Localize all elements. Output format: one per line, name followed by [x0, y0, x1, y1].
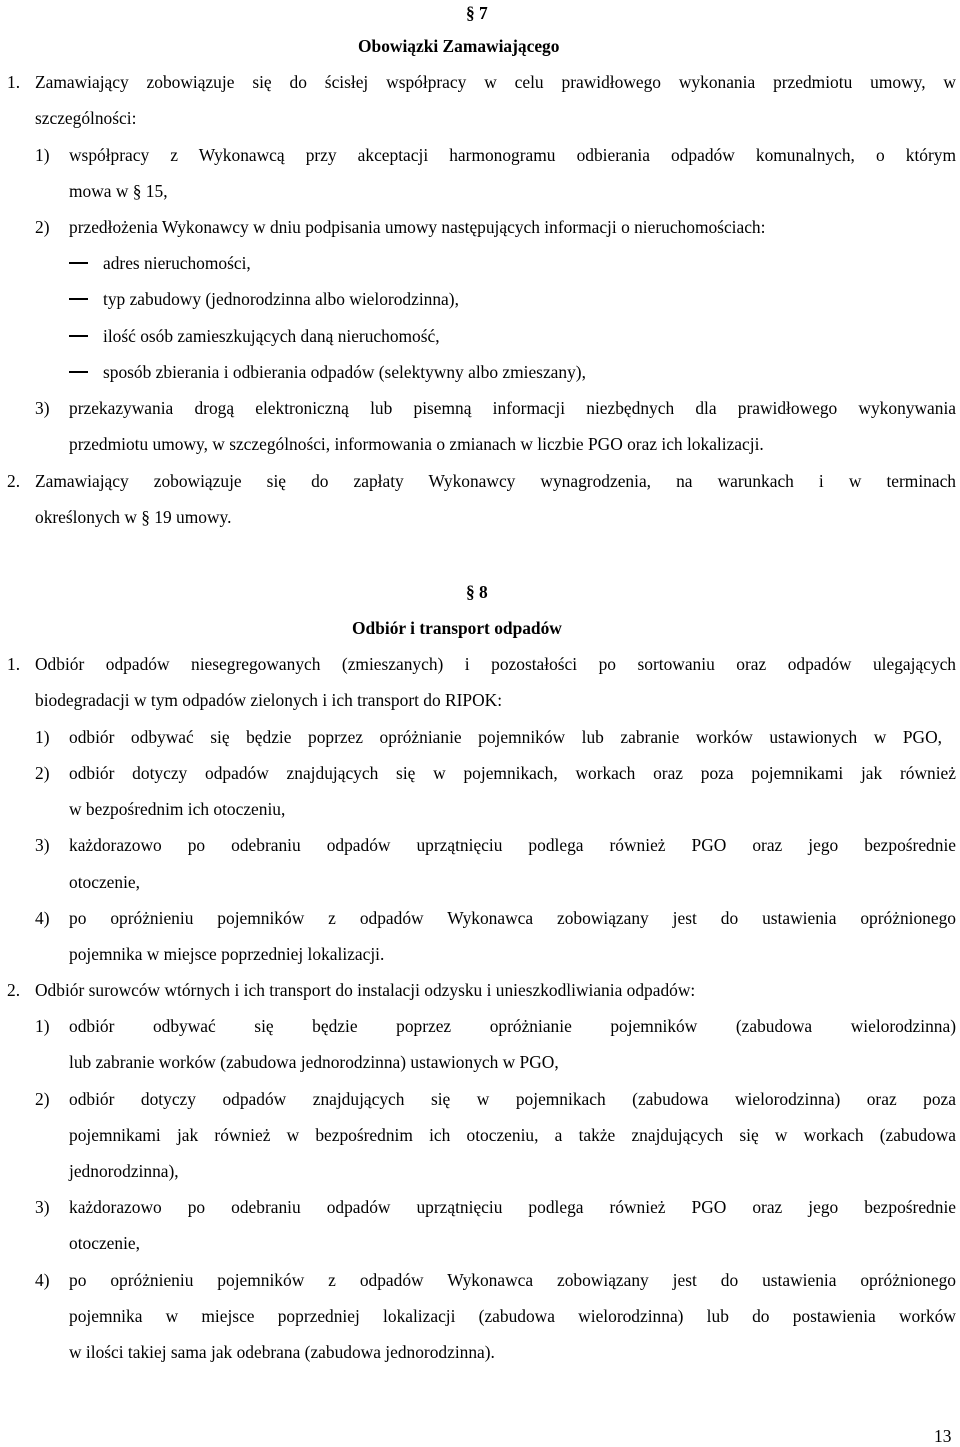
s8-a4-number: 4) — [35, 908, 50, 928]
s8-para1-line1: Odbiór odpadów niesegregowanych (zmieszanych) i pozostałości po sortowaniu oraz odpadów ulegających — [35, 654, 956, 674]
section-8-mark: § 8 — [466, 582, 488, 602]
s7-para1-line1: Zamawiający zobowiązuje się do ścisłej współpracy w celu prawidłowego wykonania przedmiotu umowy, w — [35, 72, 956, 92]
s8-a3-line2: otoczenie, — [69, 872, 140, 892]
section-8-title: Odbiór i transport odpadów — [352, 618, 562, 638]
s8-a3-line1: każdorazowo po odebraniu odpadów uprzątnięciu podlega również PGO oraz jego bezpośrednie — [69, 835, 956, 855]
s8-b4-line2: pojemnika w miejsce poprzedniej lokalizacji (zabudowa wielorodzinna) lub do postawienia worków — [69, 1306, 956, 1326]
s7-item3-number: 3) — [35, 398, 50, 418]
s8-b4-line1: po opróżnieniu pojemników z odpadów Wykonawca zobowiązany jest do ustawienia opróżnionego — [69, 1270, 956, 1290]
s7-item3-line1: przekazywania drogą elektroniczną lub pisemną informacji niezbędnych dla prawidłowego wykonywania — [69, 398, 956, 418]
s8-a2-line2: w bezpośrednim ich otoczeniu, — [69, 799, 286, 819]
s7-item1-line1: współpracy z Wykonawcą przy akceptacji harmonogramu odbierania odpadów komunalnych, o którym — [69, 145, 956, 165]
s8-a4-line2: pojemnika w miejsce poprzedniej lokalizacji. — [69, 944, 385, 964]
s7-bullet-1: adres nieruchomości, — [103, 253, 251, 273]
s8-b1-line2: lub zabranie worków (zabudowa jednorodzinna) ustawionych w PGO, — [69, 1052, 559, 1072]
s8-b2-line2: pojemnikami jak również w bezpośrednim ich otoczeniu, a także znajdujących się w workach (zabudowa — [69, 1125, 956, 1145]
bullet-dash-3 — [69, 335, 88, 337]
s7-para2-line1: Zamawiający zobowiązuje się do zapłaty Wykonawcy wynagrodzenia, na warunkach i w terminach — [35, 471, 956, 491]
s8-para2-line1: Odbiór surowców wtórnych i ich transport do instalacji odzysku i unieszkodliwiania odpadów: — [35, 980, 696, 1000]
s8-a1-number: 1) — [35, 727, 50, 747]
s8-b4-number: 4) — [35, 1270, 50, 1290]
s7-item2-number: 2) — [35, 217, 50, 237]
s8-b3-line2: otoczenie, — [69, 1233, 140, 1253]
s8-a1-line1: odbiór odbywać się będzie poprzez opróżnianie pojemników lub zabranie worków ustawionych w PGO, — [69, 727, 942, 747]
s7-para1-line2: szczególności: — [35, 108, 137, 128]
s8-b1-line1: odbiór odbywać się będzie poprzez opróżnianie pojemników (zabudowa wielorodzinna) — [69, 1016, 956, 1036]
s8-b2-line3: jednorodzinna), — [69, 1161, 179, 1181]
s8-para1-number: 1. — [7, 654, 21, 674]
bullet-dash-4 — [69, 371, 88, 373]
s7-para1-number: 1. — [7, 72, 21, 92]
bullet-dash-2 — [69, 298, 88, 300]
section-7-title: Obowiązki Zamawiającego — [358, 36, 560, 56]
s8-b2-line1: odbiór dotyczy odpadów znajdujących się w pojemnikach (zabudowa wielorodzinna) oraz poza — [69, 1089, 956, 1109]
page-number: 13 — [934, 1426, 952, 1446]
s8-b3-line1: każdorazowo po odebraniu odpadów uprzątnięciu podlega również PGO oraz jego bezpośrednie — [69, 1197, 956, 1217]
s7-bullet-3: ilość osób zamieszkujących daną nieruchomość, — [103, 326, 440, 346]
s7-item2-line1: przedłożenia Wykonawcy w dniu podpisania umowy następujących informacji o nieruchomościach: — [69, 217, 766, 237]
s8-para1-line2: biodegradacji w tym odpadów zielonych i ich transport do RIPOK: — [35, 690, 503, 710]
s7-para2-line2: określonych w § 19 umowy. — [35, 507, 232, 527]
section-7-mark: § 7 — [466, 3, 488, 23]
s8-a3-number: 3) — [35, 835, 50, 855]
s8-a4-line1: po opróżnieniu pojemników z odpadów Wykonawca zobowiązany jest do ustawienia opróżnionego — [69, 908, 956, 928]
s8-b2-number: 2) — [35, 1089, 50, 1109]
s8-a2-line1: odbiór dotyczy odpadów znajdujących się w pojemnikach, workach oraz poza pojemnikami jak również — [69, 763, 956, 783]
s7-item1-line2: mowa w § 15, — [69, 181, 168, 201]
s7-para2-number: 2. — [7, 471, 21, 491]
bullet-dash-1 — [69, 262, 88, 264]
s7-bullet-2: typ zabudowy (jednorodzinna albo wielorodzinna), — [103, 289, 459, 309]
s8-b4-line3: w ilości takiej sama jak odebrana (zabudowa jednorodzinna). — [69, 1342, 495, 1362]
s8-b3-number: 3) — [35, 1197, 50, 1217]
s8-a2-number: 2) — [35, 763, 50, 783]
s7-bullet-4: sposób zbierania i odbierania odpadów (selektywny albo zmieszany), — [103, 362, 586, 382]
s8-b1-number: 1) — [35, 1016, 50, 1036]
s8-para2-number: 2. — [7, 980, 21, 1000]
s7-item3-line2: przedmiotu umowy, w szczególności, informowania o zmianach w liczbie PGO oraz ich lokalizacji. — [69, 434, 764, 454]
s7-item1-number: 1) — [35, 145, 50, 165]
